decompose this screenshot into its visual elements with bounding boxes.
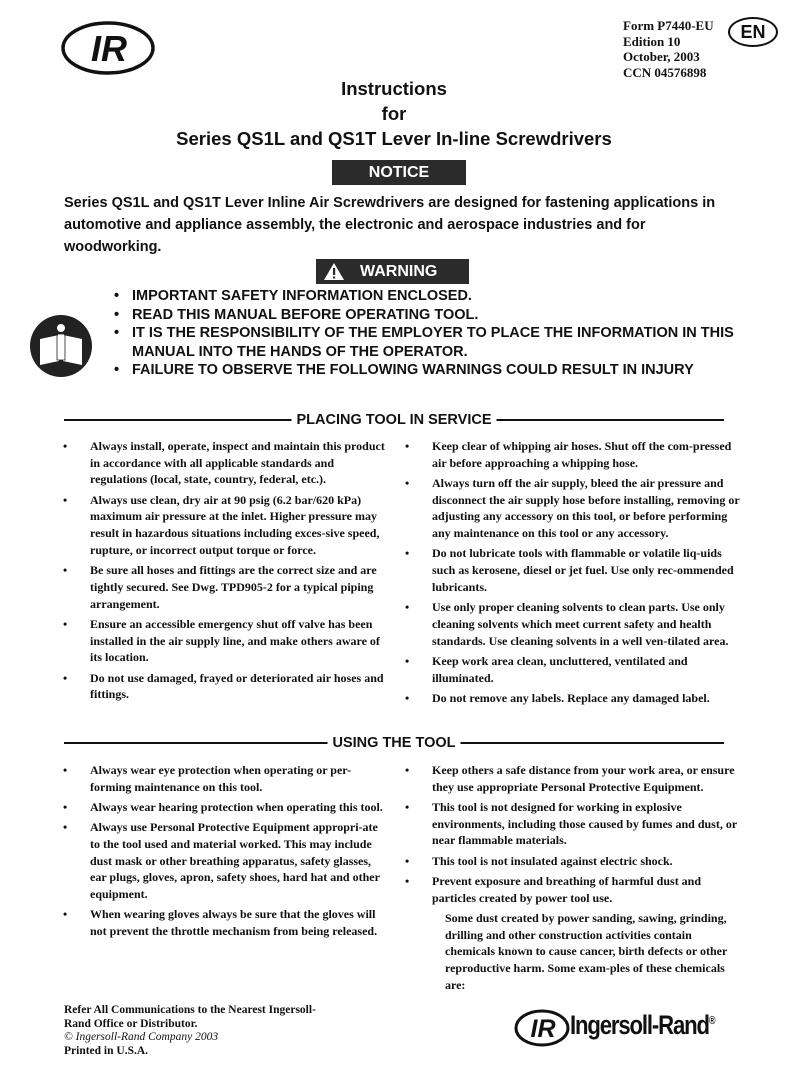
brand-mark-text: IR xyxy=(530,1015,556,1043)
section-title: USING THE TOOL xyxy=(328,733,461,753)
brand-name-text: Ingersoll-Rand xyxy=(570,1010,709,1040)
printed-in: Printed in U.S.A. xyxy=(64,1044,149,1057)
language-badge: EN xyxy=(728,17,778,47)
chemical-note: Some dust created by power sanding, sawing, grinding, drilling and other construction activities contain chemicals known to cause cancer, birth defects or other reproductive harm. Some exam-ples of these chemicals are: xyxy=(445,911,728,992)
list-item: • Always install, operate, inspect and maintain this product in accordance with all applicable standards and regulations (local, state, country, federal, etc.). xyxy=(63,438,387,488)
footer xyxy=(64,1004,324,1058)
warning-label: WARNING xyxy=(360,263,438,280)
list-item: • Use only proper cleaning solvents to clean parts. Use only cleaning solvents which meet current safety and health standards. Use cleaning solvents in a well ven-tilated area. xyxy=(405,599,741,649)
list-item: • Always turn off the air supply, bleed the air pressure and disconnect the air supply hose before installing, removing or adjusting any accessory on this tool, or before performing any maintenance on this tool or any accessory. xyxy=(405,475,741,542)
list-item: • Prevent exposure and breathing of harmful dust and particles created by power tool use. xyxy=(405,873,741,906)
using-section-heading xyxy=(64,733,724,753)
warning-triangle-icon xyxy=(323,262,345,281)
using-right-list xyxy=(405,762,741,997)
list-item: • Always wear hearing protection when operating this tool. xyxy=(63,799,387,816)
list-item: • When wearing gloves always be sure that the gloves will not prevent the throttle mechanism from being released. xyxy=(63,906,387,939)
list-item: • Do not lubricate tools with flammable or volatile liq-uids such as kerosene, diesel or jet fuel. Use only rec-ommended lubricants. xyxy=(405,545,741,595)
form-info xyxy=(623,18,714,80)
warning-item: • FAILURE TO OBSERVE THE FOLLOWING WARNINGS COULD RESULT IN INJURY xyxy=(114,361,754,380)
placing-section-heading xyxy=(64,410,724,430)
notice-text: Series QS1L and QS1T Lever Inline Air Screwdrivers are designed for fastening applications in automotive and appliance assembly, the electronic and aerospace industries and for woodworking. xyxy=(64,195,716,255)
form-number: Form P7440-EU xyxy=(623,18,714,33)
using-left-list xyxy=(63,762,387,943)
list-item: • Always use clean, dry air at 90 psig (6.2 bar/620 kPa) maximum air pressure at the inlet. Higher pressure may result in hazardous situations including exces-sive speed, rupture, or incorrect output torque or force. xyxy=(63,492,387,559)
warning-item: • IT IS THE RESPONSIBILITY OF THE EMPLOYER TO PLACE THE INFORMATION IN THIS MANUAL INTO THE HANDS OF THE OPERATOR. xyxy=(114,324,754,361)
edition: Edition 10 xyxy=(623,33,681,49)
list-item: • Always wear eye protection when operating or per-forming maintenance on this tool. xyxy=(63,762,387,795)
ir-logo xyxy=(60,20,156,76)
refer-note: Refer All Communications to the Nearest Ingersoll-Rand Office or Distributor. xyxy=(64,1004,316,1030)
brand-name xyxy=(570,1010,716,1041)
brand-mark-icon xyxy=(514,1008,570,1048)
ccn: CCN 04576898 xyxy=(623,64,707,80)
copyright: © Ingersoll-Rand Company 2003 xyxy=(64,1031,219,1043)
notice-label: NOTICE xyxy=(332,160,466,185)
placing-right-list xyxy=(405,438,741,710)
read-manual-icon xyxy=(28,313,94,379)
list-item: • Keep others a safe distance from your work area, or ensure they use appropriate Personal Protective Equipment. xyxy=(405,762,741,795)
list-item: • Ensure an accessible emergency shut off valve has been installed in the air supply line, and make others aware of its location. xyxy=(63,616,387,666)
list-item: • Keep work area clean, uncluttered, ventilated and illuminated. xyxy=(405,653,741,686)
list-item: • Keep clear of whipping air hoses. Shut off the com-pressed air before approaching a whipping hose. xyxy=(405,438,741,471)
section-title: PLACING TOOL IN SERVICE xyxy=(292,410,497,430)
list-item: • Do not use damaged, frayed or deteriorated air hoses and fittings. xyxy=(63,670,387,703)
registered-mark: ® xyxy=(708,1015,716,1027)
warning-banner xyxy=(316,259,469,284)
warning-list xyxy=(114,287,754,380)
list-item: • Do not remove any labels. Replace any damaged label. xyxy=(405,690,741,707)
warning-item: • READ THIS MANUAL BEFORE OPERATING TOOL. xyxy=(114,306,754,325)
list-item: • This tool is not insulated against electric shock. xyxy=(405,853,741,870)
ir-logo-text: IR xyxy=(91,28,127,69)
warning-item: • IMPORTANT SAFETY INFORMATION ENCLOSED. xyxy=(114,287,754,306)
list-item: • Be sure all hoses and fittings are the correct size and are tightly secured. See Dwg. TPD905-2 for a typical piping arrangement. xyxy=(63,562,387,612)
title-line-3: Series QS1L and QS1T Lever In-line Screwdrivers xyxy=(176,128,612,149)
list-item: • This tool is not designed for working in explosive environments, including those caused by fumes and dust, or near flammable materials. xyxy=(405,799,741,849)
list-item: • Always use Personal Protective Equipment appropri-ate to the tool used and material worked. This may include dust mask or other breathing apparatus, safety glasses, ear plugs, gloves, apron, safety shoes, hard hat and other equipment. xyxy=(63,819,387,903)
date: October, 2003 xyxy=(623,49,700,64)
title-line-2: for xyxy=(381,103,407,124)
title-line-1: Instructions xyxy=(341,78,447,99)
placing-left-list xyxy=(63,438,387,707)
